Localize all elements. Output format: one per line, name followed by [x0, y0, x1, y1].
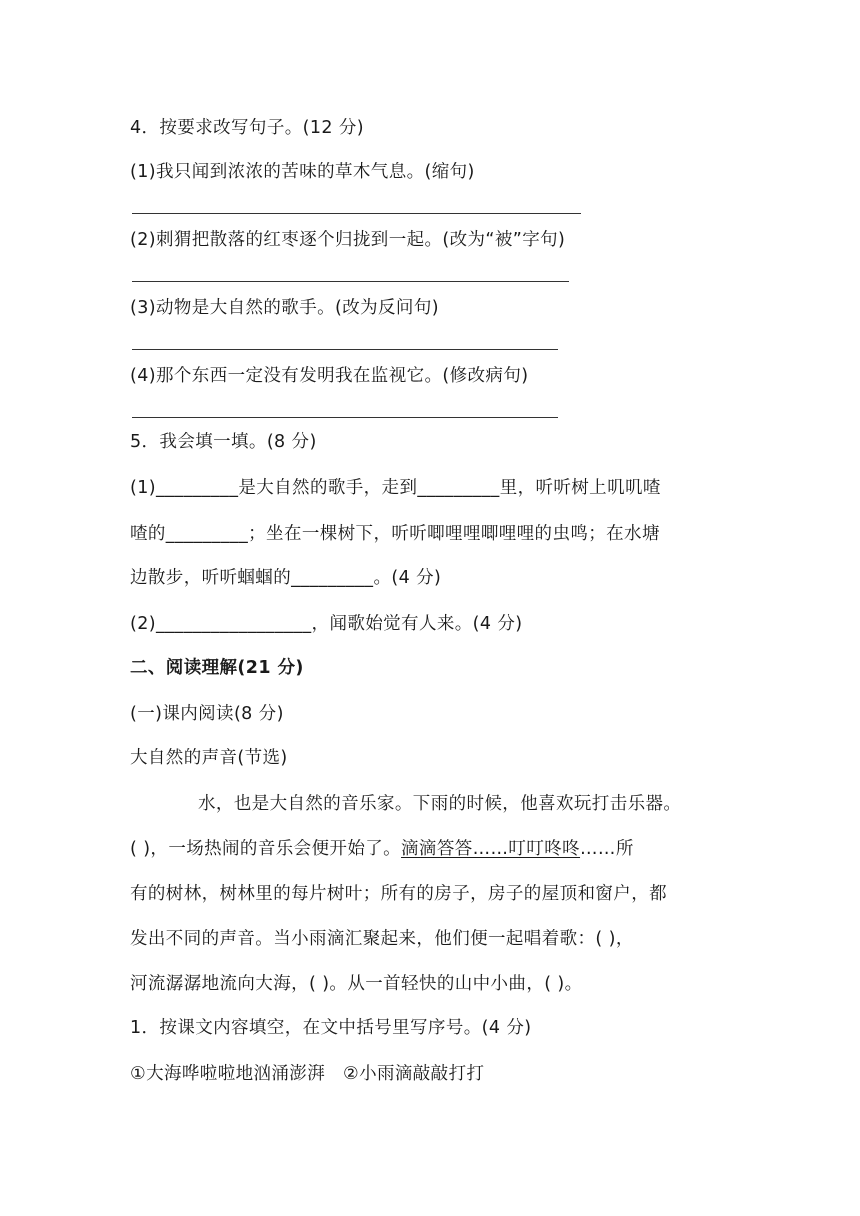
passage-line-5: 河流潺潺地流向大海，( )。从一首轻快的山中小曲，( )。 [130, 974, 583, 994]
reading-question-1: 1．按课文内容填空，在文中括号里写序号。(4 分) [130, 1018, 532, 1038]
passage-title: 大自然的声音(节选) [130, 748, 288, 768]
answer-line-4-2[interactable] [132, 281, 569, 282]
question-5-2: (2)_________________，闻歌始觉有人来。(4 分) [130, 614, 523, 634]
reading-subtitle: (一)课内阅读(8 分) [130, 704, 284, 724]
question-5-1-line-2 [130, 522, 728, 546]
part-2-heading: 二、阅读理解(21 分) [130, 658, 304, 678]
question-4-item-4: (4)那个东西一定没有发明我在监视它。(修改病句) [130, 366, 529, 386]
passage-line-4: 发出不同的声音。当小雨滴汇聚起来，他们便一起唱着歌：( )， [130, 929, 634, 949]
question-5-title: 5．我会填一填。(8 分) [130, 432, 317, 452]
question-5-1-line-3: 边散步，听听蝈蝈的_________。(4 分) [130, 568, 442, 588]
passage-line-2-start: ( )，一场热闹的音乐会便开始了。 [130, 839, 402, 859]
reading-question-1-options: ①大海哗啦啦地汹涌澎湃 ②小雨滴敲敲打打 [130, 1064, 485, 1084]
passage-line-2 [130, 837, 634, 861]
answer-line-4-1[interactable] [132, 213, 581, 214]
question-4-title: 4．按要求改写句子。(12 分) [130, 118, 365, 138]
question-5-1-line-1-text: (1)_________是大自然的歌手，走到_________里，听听树上叽叽喳 [130, 478, 661, 498]
answer-line-4-4[interactable] [132, 417, 558, 418]
question-4-item-2: (2)刺猬把散落的红枣逐个归拢到一起。(改为“被”字句) [130, 230, 566, 250]
answer-line-4-3[interactable] [132, 349, 558, 350]
question-4-item-3: (3)动物是大自然的歌手。(改为反问句) [130, 298, 439, 318]
passage-line-2-end: ……所 [580, 839, 634, 859]
question-5-1-line-1 [130, 476, 728, 500]
question-4-item-1: (1)我只闻到浓浓的苦味的草木气息。(缩句) [130, 162, 475, 182]
underlined-phrase: 滴滴答答……叮叮咚咚 [401, 839, 581, 859]
question-5-1-line-2-text: 喳的_________；坐在一棵树下，听听唧哩哩唧哩哩的虫鸣；在水塘 [130, 524, 660, 544]
passage-line-3: 有的树林，树林里的每片树叶；所有的房子，房子的屋顶和窗户，都 [130, 884, 667, 904]
passage-line-1: 水，也是大自然的音乐家。下雨的时候，他喜欢玩打击乐器。 [198, 794, 682, 814]
